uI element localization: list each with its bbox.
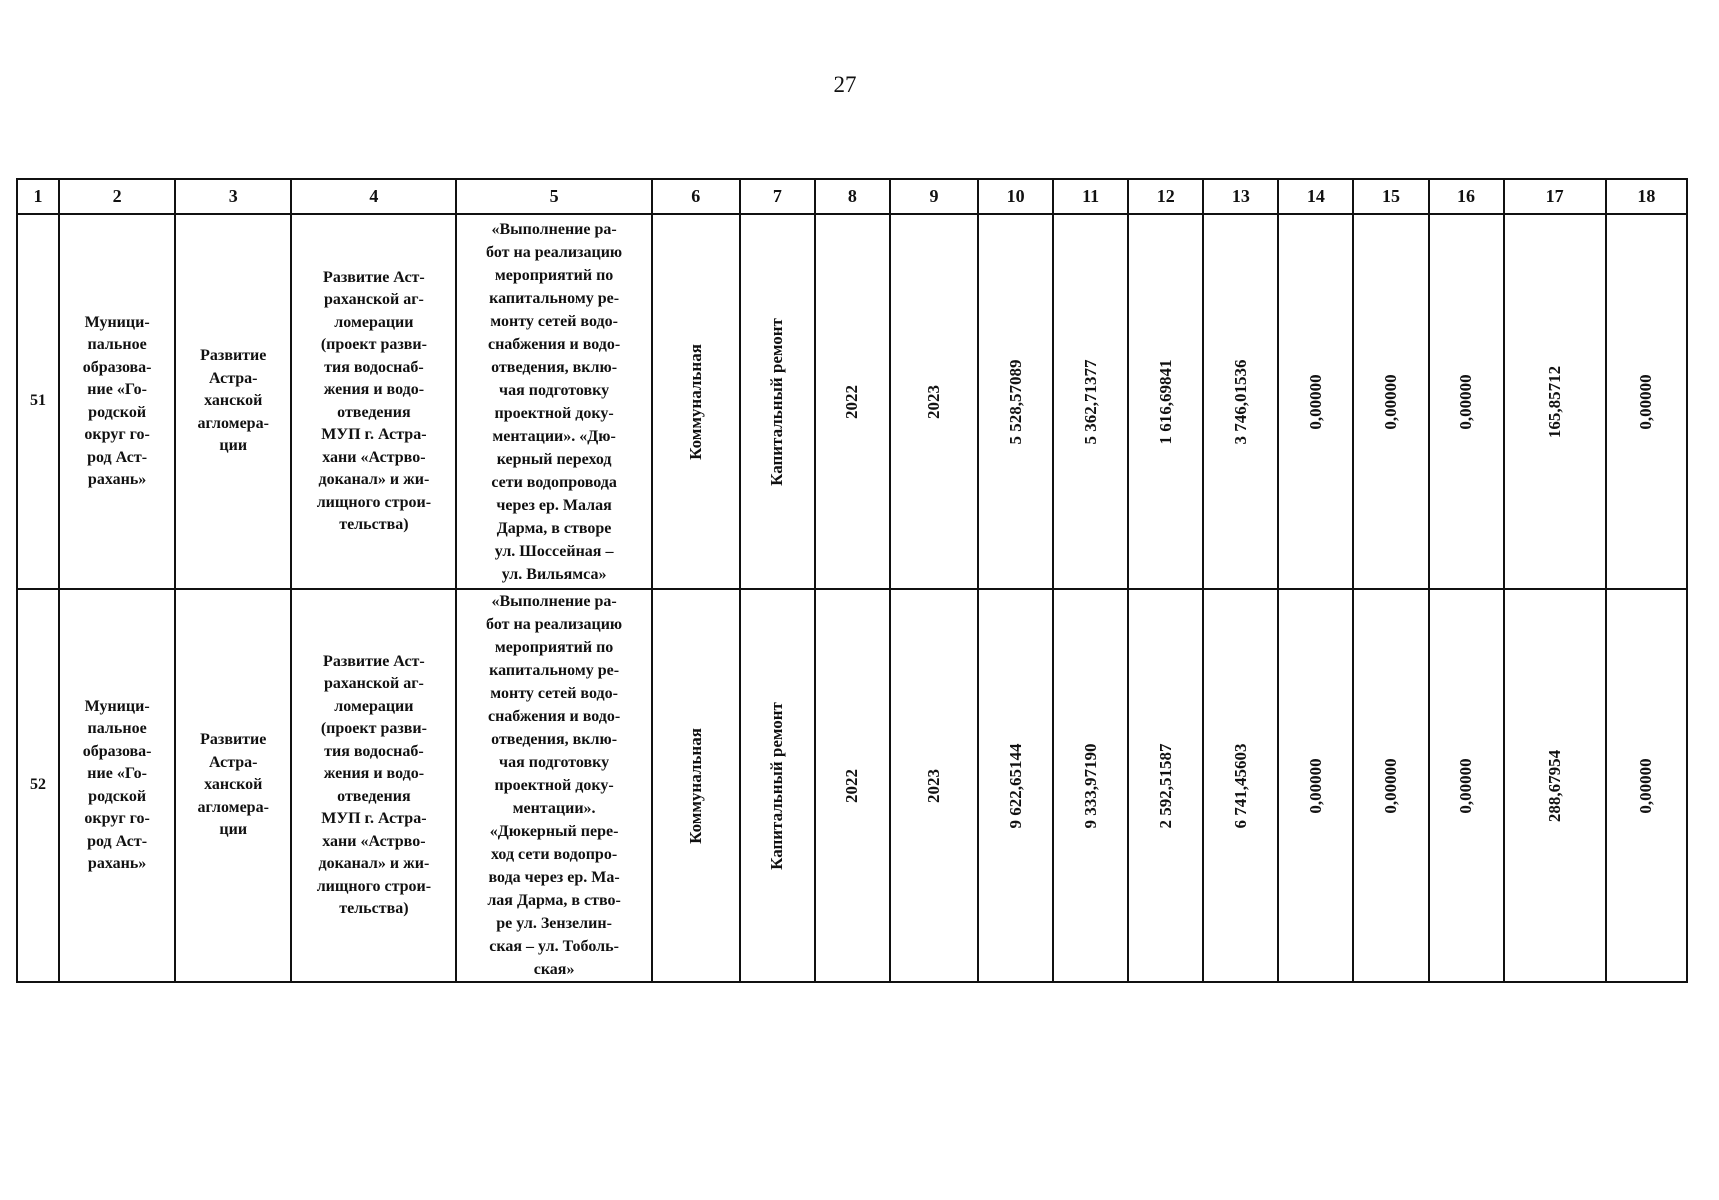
project-cell: Развитие Аст- раханской аг- ломерации (проект разви- тия водоснаб- жения и водо- отведения МУП г. Астра- хани «Астрво- доканал» и жи- лищного строи- тельства)	[291, 214, 456, 589]
value-text: 288,67954	[1544, 749, 1564, 822]
value-cell	[1353, 589, 1428, 982]
table-row	[17, 214, 1687, 589]
value-text: 5 528,57089	[1005, 359, 1025, 444]
value-cell	[1353, 214, 1428, 589]
column-header: 10	[978, 179, 1053, 214]
end-year-text: 2023	[923, 384, 943, 419]
value-cell	[978, 214, 1053, 589]
column-header: 2	[59, 179, 175, 214]
work-type-text: Капитальный ремонт	[767, 701, 787, 870]
ownership-cell	[652, 214, 740, 589]
column-header: 17	[1504, 179, 1606, 214]
municipality-cell: Муници- пальное образова- ние «Го- родской округ го- род Аст- рахань»	[59, 214, 175, 589]
object-description-cell: «Выполнение ра- бот на реализацию мероприятий по капитальному ре- монту сетей водо- снабжения и водо- отведения, вклю- чая подготовку проектной доку- ментации». «Дю- керный переход сети водопровода через ер. Малая Дарма, в створе ул. Шоссейная – ул. Вильямса»	[456, 214, 651, 589]
value-cell	[1278, 214, 1353, 589]
column-header: 4	[291, 179, 456, 214]
value-cell	[1053, 589, 1128, 982]
column-header: 6	[652, 179, 740, 214]
column-header: 13	[1203, 179, 1278, 214]
start-year-text: 2022	[842, 384, 862, 419]
column-header: 16	[1429, 179, 1504, 214]
value-text: 0,00000	[1380, 757, 1400, 814]
value-text: 9 333,97190	[1080, 743, 1100, 828]
start-year-cell	[815, 214, 890, 589]
end-year-cell	[890, 214, 978, 589]
column-header: 8	[815, 179, 890, 214]
column-header: 18	[1606, 179, 1687, 214]
row-number: 51	[17, 214, 59, 589]
page-number: 27	[833, 72, 857, 97]
ownership-text: Коммунальная	[685, 727, 705, 844]
end-year-cell	[890, 589, 978, 982]
value-cell	[1429, 589, 1504, 982]
data-table	[16, 178, 1688, 983]
project-cell: Развитие Аст- раханской аг- ломерации (проект разви- тия водоснаб- жения и водо- отведения МУП г. Астра- хани «Астрво- доканал» и жи- лищного строи- тельства)	[291, 589, 456, 982]
object-description-cell: «Выполнение ра- бот на реализацию мероприятий по капитальному ре- монту сетей водо- снабжения и водо- отведения, вклю- чая подготовку проектной доку- ментации». «Дюкерный пере- ход сети водопро- вода через ер. Ма- лая Дарма, в ство- ре ул. Зензелин- ская – ул. Тоболь- ская»	[456, 589, 651, 982]
value-cell	[978, 589, 1053, 982]
work-type-cell	[740, 589, 815, 982]
column-header: 14	[1278, 179, 1353, 214]
value-text: 2 592,51587	[1155, 743, 1175, 828]
column-header: 9	[890, 179, 978, 214]
column-header: 1	[17, 179, 59, 214]
value-text: 0,00000	[1380, 373, 1400, 430]
work-type-cell	[740, 214, 815, 589]
value-cell	[1504, 589, 1606, 982]
value-text: 0,00000	[1455, 373, 1475, 430]
start-year-cell	[815, 589, 890, 982]
column-header: 5	[456, 179, 651, 214]
value-text: 0,00000	[1636, 757, 1656, 814]
program-cell: Развитие Астра- ханской агломера- ции	[175, 214, 291, 589]
column-header: 11	[1053, 179, 1128, 214]
value-cell	[1606, 589, 1687, 982]
value-text: 9 622,65144	[1005, 743, 1025, 828]
column-header: 3	[175, 179, 291, 214]
value-text: 0,00000	[1636, 373, 1656, 430]
ownership-cell	[652, 589, 740, 982]
value-text: 1 616,69841	[1155, 359, 1175, 444]
table-header-row	[17, 179, 1687, 214]
value-text: 5 362,71377	[1080, 359, 1100, 444]
ownership-text: Коммунальная	[685, 343, 705, 460]
value-cell	[1053, 214, 1128, 589]
value-cell	[1203, 214, 1278, 589]
value-cell	[1278, 589, 1353, 982]
value-text: 3 746,01536	[1230, 359, 1250, 444]
row-number: 52	[17, 589, 59, 982]
value-text: 165,85712	[1544, 365, 1564, 438]
value-text: 0,00000	[1305, 757, 1325, 814]
start-year-text: 2022	[842, 768, 862, 803]
value-cell	[1128, 214, 1203, 589]
value-text: 0,00000	[1305, 373, 1325, 430]
program-cell: Развитие Астра- ханской агломера- ции	[175, 589, 291, 982]
value-cell	[1429, 214, 1504, 589]
column-header: 7	[740, 179, 815, 214]
value-cell	[1504, 214, 1606, 589]
value-cell	[1203, 589, 1278, 982]
value-cell	[1606, 214, 1687, 589]
value-cell	[1128, 589, 1203, 982]
column-header: 12	[1128, 179, 1203, 214]
municipality-cell: Муници- пальное образова- ние «Го- родской округ го- род Аст- рахань»	[59, 589, 175, 982]
column-header: 15	[1353, 179, 1428, 214]
work-type-text: Капитальный ремонт	[767, 317, 787, 486]
end-year-text: 2023	[923, 768, 943, 803]
value-text: 6 741,45603	[1230, 743, 1250, 828]
value-text: 0,00000	[1455, 757, 1475, 814]
table-row	[17, 589, 1687, 982]
